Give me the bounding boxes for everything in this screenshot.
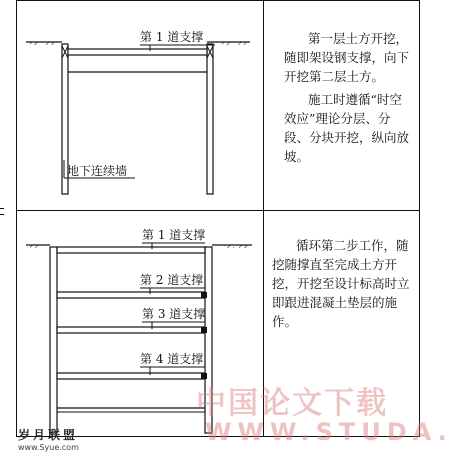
panel1-text-2: 施工时遵循“时空效应”理论分层、分段、分块开挖，纵向放坡。	[284, 92, 410, 164]
strut-4	[57, 373, 205, 379]
watermark-cn: 中国论文下载	[196, 386, 388, 421]
ground-hatch	[224, 245, 234, 248]
panel1-description	[284, 29, 414, 166]
strut-1	[57, 247, 205, 253]
panel1-strut-label: 第 1 道支撑	[140, 30, 204, 44]
strut-1	[68, 49, 207, 55]
ground-hatch	[30, 42, 40, 45]
strut-2	[57, 292, 205, 298]
panel2-description	[272, 236, 412, 331]
panel2-strut-label-1: 第 1 道支撑	[142, 228, 206, 242]
ground-hatch	[30, 245, 38, 248]
site-logo	[18, 426, 79, 452]
ground-hatch	[44, 42, 54, 45]
strut-3-end	[201, 327, 207, 333]
panel1-text-1: 第一层土方开挖，随即架设钢支撑，向下开挖第二层土方。	[284, 31, 410, 84]
wall-label: 地下连续墙	[67, 164, 128, 178]
logo-name: 岁月联盟	[18, 428, 79, 442]
panel2-strut-label-2: 第 2 道支撑	[140, 273, 204, 287]
watermark-url: WWW.STUDA.	[205, 418, 453, 446]
logo-url: www.Syue.com	[18, 443, 79, 452]
strut-2-end	[201, 292, 207, 298]
diaphragm-wall-left	[50, 247, 57, 433]
strut-3	[57, 327, 205, 333]
panel2-text-1: 循环第二步工作，随挖随撑直至完成土方开挖，开挖至设计标高时立即跟进混凝土垫层的施作。	[272, 238, 410, 329]
diaphragm-wall-right	[207, 44, 213, 194]
ground-hatch	[222, 42, 232, 45]
ground-hatch	[236, 42, 246, 45]
ground-hatch	[238, 245, 248, 248]
panel2-strut-label-4: 第 4 道支撑	[140, 352, 204, 366]
panel2-strut-label-3: 第 3 道支撑	[142, 307, 206, 321]
panel1-drawing	[26, 29, 250, 194]
